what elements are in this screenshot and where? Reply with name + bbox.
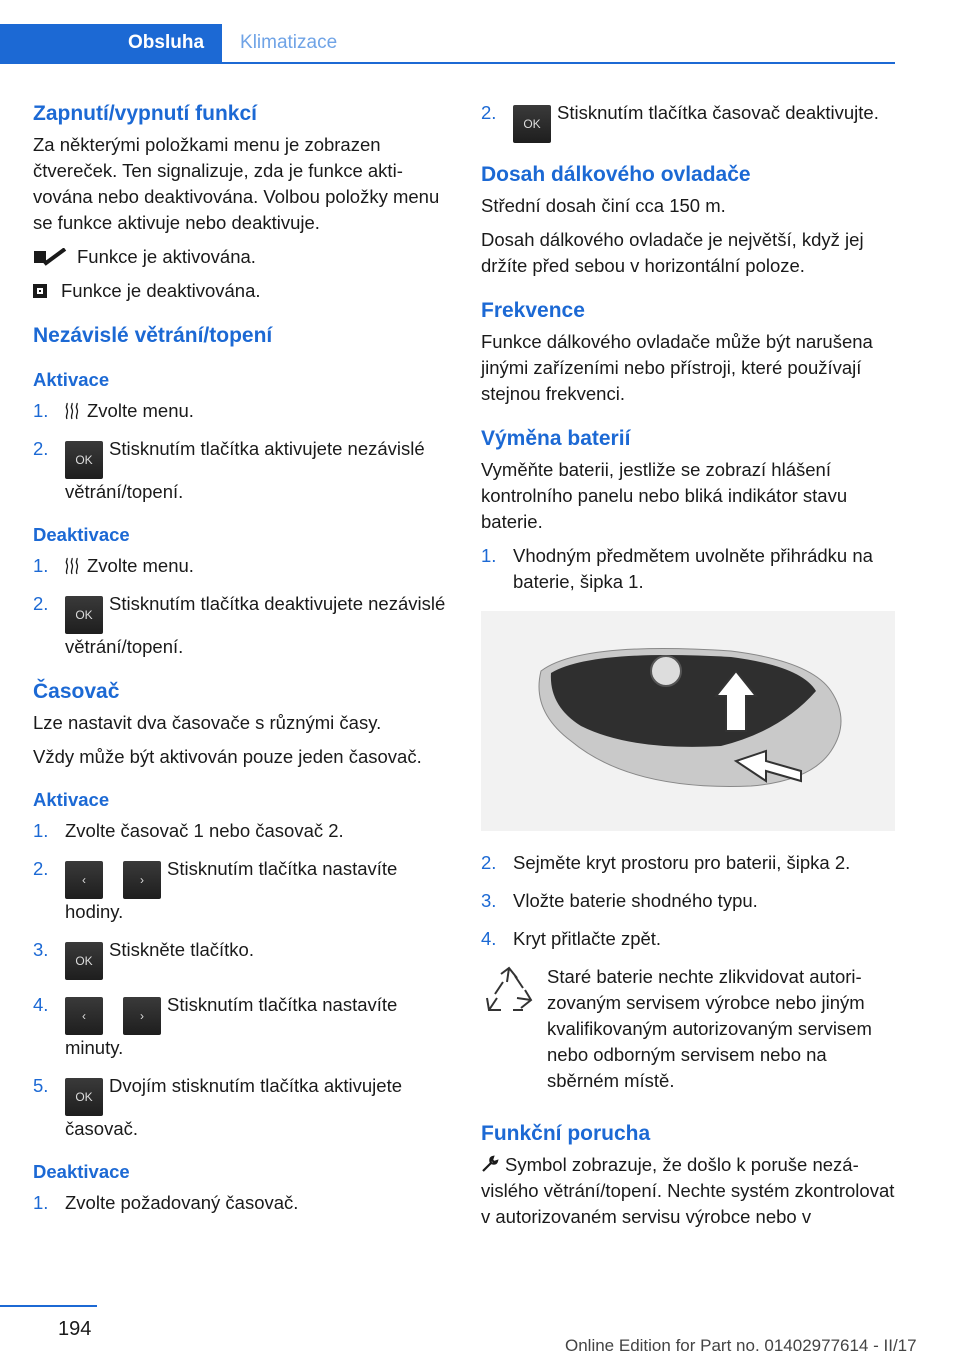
ok-button-icon: OK xyxy=(65,942,103,980)
heating-icon xyxy=(65,402,79,420)
list-item: 2. ‹ ›Stisknutím tlačítka nastavíte hodiny. xyxy=(33,858,398,922)
ok-button-icon: OK xyxy=(65,596,103,634)
page-number: 194 xyxy=(58,1318,92,1340)
right-column xyxy=(481,100,895,1238)
frequency-paragraph: Funkce dálkového ovladače může být narušena jinými zařízeními nebo přístroji, které používají stejnou frekvenci. xyxy=(481,331,873,404)
list-item: 1. Zvolte menu. xyxy=(33,555,194,576)
heading-ventilation: Nezávislé větrání/topení xyxy=(33,324,273,347)
heading-toggle: Zapnutí/vypnutí funkcí xyxy=(33,102,257,125)
timer-paragraph-2: Vždy může být aktivován pouze jeden časovač. xyxy=(33,746,422,767)
wrench-icon xyxy=(481,1155,499,1173)
heading-battery: Výměna baterií xyxy=(481,427,631,450)
heading-activation: Aktivace xyxy=(33,369,110,390)
car-key-illustration xyxy=(481,611,895,831)
list-item: 5. OKDvojím stisknutím tlačítka aktivujete časovač. xyxy=(33,1075,403,1139)
active-line xyxy=(33,244,447,270)
arrow-right-icon: › xyxy=(123,997,161,1035)
heading-timer-deactivation: Deaktivace xyxy=(33,1161,130,1182)
list-item: 2. OKStisknutím tlačítka aktivujete nezávislé větrání/topení. xyxy=(33,438,425,502)
list-item: 4. Kryt přitlačte zpět. xyxy=(481,928,662,949)
list-item: 4. ‹ ›Stisknutím tlačítka nastavíte minuty. xyxy=(33,994,398,1058)
heading-deactivation: Deaktivace xyxy=(33,524,130,545)
range-paragraph-1: Střední dosah činí cca 150 m. xyxy=(481,195,726,216)
list-item: 2. OKStisknutím tlačítka deaktivujete nezávislé větrání/topení. xyxy=(33,593,446,657)
deactivation-list xyxy=(33,553,447,660)
arrow-right-icon: › xyxy=(123,861,161,899)
battery-paragraph: Vyměňte baterii, jestliže se zobrazí hlášení kontrolního panelu nebo bliká indikátor stavu baterie. xyxy=(481,459,848,532)
tab-obsluha[interactable]: Obsluha xyxy=(0,24,222,62)
list-item: 2. Sejměte kryt prostoru pro baterii, šipka 2. xyxy=(481,852,851,873)
battery-list-cont xyxy=(481,850,895,952)
checkbox-empty-icon xyxy=(33,284,47,298)
timer-activation-list xyxy=(33,818,447,1142)
list-item: 1. Zvolte požadovaný časovač. xyxy=(33,1192,299,1213)
tab-klimatizace[interactable]: Klimatizace xyxy=(240,32,338,53)
inactive-line xyxy=(33,278,447,304)
fault-paragraph: Symbol zobrazuje, že došlo k poruše nezávislého větrání/topení. Nechte systém zkontrolovat v autorizovaném servisu výrobce nebo v xyxy=(481,1154,895,1227)
ok-button-icon: OK xyxy=(513,105,551,143)
heating-icon xyxy=(65,557,79,575)
arrow-left-icon: ‹ xyxy=(65,861,103,899)
heading-timer-activation: Aktivace xyxy=(33,789,110,810)
arrow-left-icon: ‹ xyxy=(65,997,103,1035)
heading-fault: Funkční porucha xyxy=(481,1122,651,1145)
ok-button-icon: OK xyxy=(65,441,103,479)
recycle-text: Staré baterie nechte zlikvidovat autorizovaným servisem výrobce nebo jiným kvalifikovaným autorizovaným servisem nebo odborným servisem nebo na sběrném místě. xyxy=(547,966,872,1091)
list-item: 2. OKStisknutím tlačítka časovač deaktivujte. xyxy=(481,100,895,143)
recycle-icon xyxy=(481,964,537,1020)
list-item: 3. OKStiskněte tlačítko. xyxy=(33,937,447,980)
list-item: 1. Zvolte časovač 1 nebo časovač 2. xyxy=(33,820,344,841)
list-item: 1. Vhodným předmětem uvolněte přihrádku na baterie, šipka 1. xyxy=(481,545,873,592)
left-column xyxy=(33,100,447,1228)
footer-rule xyxy=(0,1305,97,1307)
list-item: 3. Vložte baterie shodného typu. xyxy=(481,890,758,911)
header-tabs xyxy=(0,24,895,64)
inactive-text: Funkce je deaktivována. xyxy=(61,280,261,301)
ok-button-icon: OK xyxy=(65,1078,103,1116)
recycle-note xyxy=(481,964,895,1102)
activation-list xyxy=(33,398,447,505)
checkbox-checked-icon xyxy=(33,248,67,266)
timer-deactivation-list-cont xyxy=(481,100,895,143)
list-item: 1. Zvolte menu. xyxy=(33,400,194,421)
heading-frequency: Frekvence xyxy=(481,299,585,322)
heading-timer: Časovač xyxy=(33,680,120,703)
paragraph-toggle: Za některými položkami menu je zobrazen čtvereček. Ten signalizuje, zda je funkce aktivována nebo deaktivována. Volbou položky menu se funkce aktivuje nebo deaktivuje. xyxy=(33,134,440,233)
timer-deactivation-list xyxy=(33,1190,447,1216)
range-paragraph-2: Dosah dálkového ovladače je největší, když jej držíte před sebou v horizontální poloze. xyxy=(481,229,864,276)
battery-list xyxy=(481,543,895,595)
heading-range: Dosah dálkového ovladače xyxy=(481,163,751,186)
active-text: Funkce je aktivována. xyxy=(77,246,256,267)
timer-paragraph-1: Lze nastavit dva časovače s různými časy. xyxy=(33,712,382,733)
edition-note: Online Edition for Part no. 01402977614 - II/17 xyxy=(565,1336,917,1355)
